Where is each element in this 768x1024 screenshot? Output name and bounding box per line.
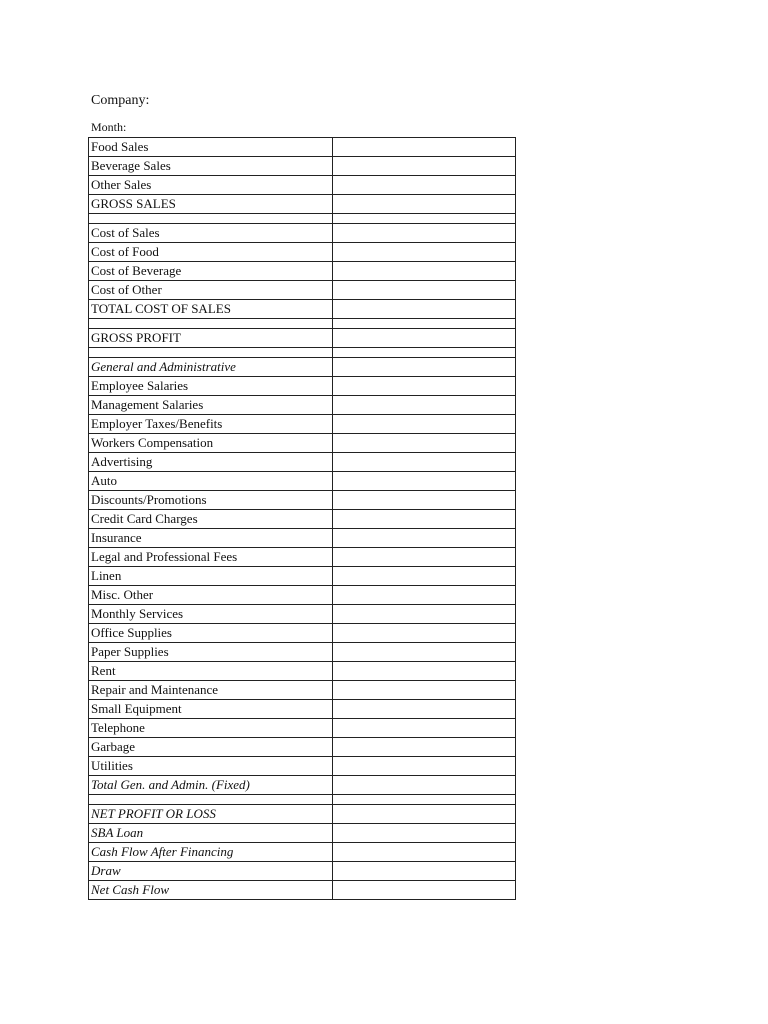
row-label: General and Administrative — [89, 358, 333, 377]
row-value-cell[interactable] — [333, 491, 516, 510]
row-value-cell[interactable] — [333, 681, 516, 700]
table-row — [89, 624, 516, 643]
row-value-cell[interactable] — [333, 453, 516, 472]
table-row — [89, 862, 516, 881]
row-value-cell[interactable] — [333, 624, 516, 643]
row-label: Garbage — [89, 738, 333, 757]
row-label: GROSS PROFIT — [89, 329, 333, 348]
company-label: Company: — [91, 93, 150, 108]
row-label: Auto — [89, 472, 333, 491]
table-row — [89, 396, 516, 415]
row-value-cell[interactable] — [333, 843, 516, 862]
row-label: Management Salaries — [89, 396, 333, 415]
spacer-row — [89, 214, 516, 224]
row-label: Cost of Beverage — [89, 262, 333, 281]
row-label: Credit Card Charges — [89, 510, 333, 529]
row-label — [89, 319, 333, 329]
table-row — [89, 224, 516, 243]
row-label: Food Sales — [89, 138, 333, 157]
table-row — [89, 805, 516, 824]
row-value-cell[interactable] — [333, 567, 516, 586]
table-row — [89, 415, 516, 434]
row-value-cell[interactable] — [333, 157, 516, 176]
row-label: SBA Loan — [89, 824, 333, 843]
row-label: Cost of Other — [89, 281, 333, 300]
table-row — [89, 681, 516, 700]
table-row — [89, 586, 516, 605]
row-value-cell[interactable] — [333, 586, 516, 605]
row-label: Draw — [89, 862, 333, 881]
row-label: Employer Taxes/Benefits — [89, 415, 333, 434]
spacer-row — [89, 348, 516, 358]
row-value-cell[interactable] — [333, 862, 516, 881]
row-value-cell[interactable] — [333, 472, 516, 491]
row-value-cell[interactable] — [333, 881, 516, 900]
row-value-cell[interactable] — [333, 138, 516, 157]
row-value-cell[interactable] — [333, 377, 516, 396]
table-row — [89, 548, 516, 567]
table-row — [89, 243, 516, 262]
row-label: Cash Flow After Financing — [89, 843, 333, 862]
row-value-cell[interactable] — [333, 529, 516, 548]
row-value-cell[interactable] — [333, 281, 516, 300]
month-label: Month: — [91, 120, 127, 134]
table-row — [89, 281, 516, 300]
row-value-cell[interactable] — [333, 643, 516, 662]
row-value-cell[interactable] — [333, 300, 516, 319]
row-label: Cost of Sales — [89, 224, 333, 243]
row-label: Paper Supplies — [89, 643, 333, 662]
table-row — [89, 776, 516, 795]
table-row — [89, 605, 516, 624]
row-label: TOTAL COST OF SALES — [89, 300, 333, 319]
row-value-cell[interactable] — [333, 195, 516, 214]
row-value-cell[interactable] — [333, 262, 516, 281]
row-label: Employee Salaries — [89, 377, 333, 396]
row-label — [89, 348, 333, 358]
row-label: Discounts/Promotions — [89, 491, 333, 510]
row-value-cell[interactable] — [333, 605, 516, 624]
row-label: Beverage Sales — [89, 157, 333, 176]
table-row — [89, 662, 516, 681]
row-value-cell[interactable] — [333, 510, 516, 529]
row-value-cell[interactable] — [333, 434, 516, 453]
table-row — [89, 843, 516, 862]
table-row — [89, 529, 516, 548]
table-row — [89, 453, 516, 472]
table-row — [89, 358, 516, 377]
row-value-cell[interactable] — [333, 348, 516, 358]
row-value-cell[interactable] — [333, 719, 516, 738]
row-value-cell[interactable] — [333, 243, 516, 262]
row-value-cell[interactable] — [333, 415, 516, 434]
row-label: Office Supplies — [89, 624, 333, 643]
row-value-cell[interactable] — [333, 738, 516, 757]
row-label: Other Sales — [89, 176, 333, 195]
row-value-cell[interactable] — [333, 224, 516, 243]
row-value-cell[interactable] — [333, 757, 516, 776]
table-row — [89, 510, 516, 529]
row-label: Rent — [89, 662, 333, 681]
table-row — [89, 719, 516, 738]
table-row — [89, 738, 516, 757]
row-label: Misc. Other — [89, 586, 333, 605]
row-value-cell[interactable] — [333, 548, 516, 567]
row-value-cell[interactable] — [333, 824, 516, 843]
row-value-cell[interactable] — [333, 358, 516, 377]
table-row — [89, 824, 516, 843]
row-label: Net Cash Flow — [89, 881, 333, 900]
row-label — [89, 795, 333, 805]
row-label: Legal and Professional Fees — [89, 548, 333, 567]
row-value-cell[interactable] — [333, 776, 516, 795]
row-value-cell[interactable] — [333, 805, 516, 824]
row-label: Telephone — [89, 719, 333, 738]
row-label — [89, 214, 333, 224]
income-statement-table — [88, 137, 516, 900]
table-row — [89, 567, 516, 586]
row-label: Utilities — [89, 757, 333, 776]
table-row — [89, 157, 516, 176]
row-label: Advertising — [89, 453, 333, 472]
row-label: Repair and Maintenance — [89, 681, 333, 700]
table-row — [89, 757, 516, 776]
row-label: Workers Compensation — [89, 434, 333, 453]
table-body — [89, 138, 516, 900]
row-value-cell[interactable] — [333, 176, 516, 195]
table-row — [89, 434, 516, 453]
row-value-cell[interactable] — [333, 396, 516, 415]
row-value-cell[interactable] — [333, 319, 516, 329]
row-value-cell[interactable] — [333, 214, 516, 224]
spacer-row — [89, 795, 516, 805]
table-row — [89, 329, 516, 348]
table-row — [89, 643, 516, 662]
table-row — [89, 262, 516, 281]
row-value-cell[interactable] — [333, 329, 516, 348]
row-label: Cost of Food — [89, 243, 333, 262]
row-value-cell[interactable] — [333, 700, 516, 719]
row-label: GROSS SALES — [89, 195, 333, 214]
row-label: Monthly Services — [89, 605, 333, 624]
row-label: Total Gen. and Admin. (Fixed) — [89, 776, 333, 795]
table-row — [89, 195, 516, 214]
table-row — [89, 491, 516, 510]
table-row — [89, 472, 516, 491]
row-value-cell[interactable] — [333, 795, 516, 805]
row-label: Insurance — [89, 529, 333, 548]
table-row — [89, 881, 516, 900]
table-row — [89, 700, 516, 719]
row-label: Linen — [89, 567, 333, 586]
row-label: Small Equipment — [89, 700, 333, 719]
spacer-row — [89, 319, 516, 329]
table-row — [89, 377, 516, 396]
row-value-cell[interactable] — [333, 662, 516, 681]
row-label: NET PROFIT OR LOSS — [89, 805, 333, 824]
table-row — [89, 176, 516, 195]
table-row — [89, 300, 516, 319]
table-row — [89, 138, 516, 157]
